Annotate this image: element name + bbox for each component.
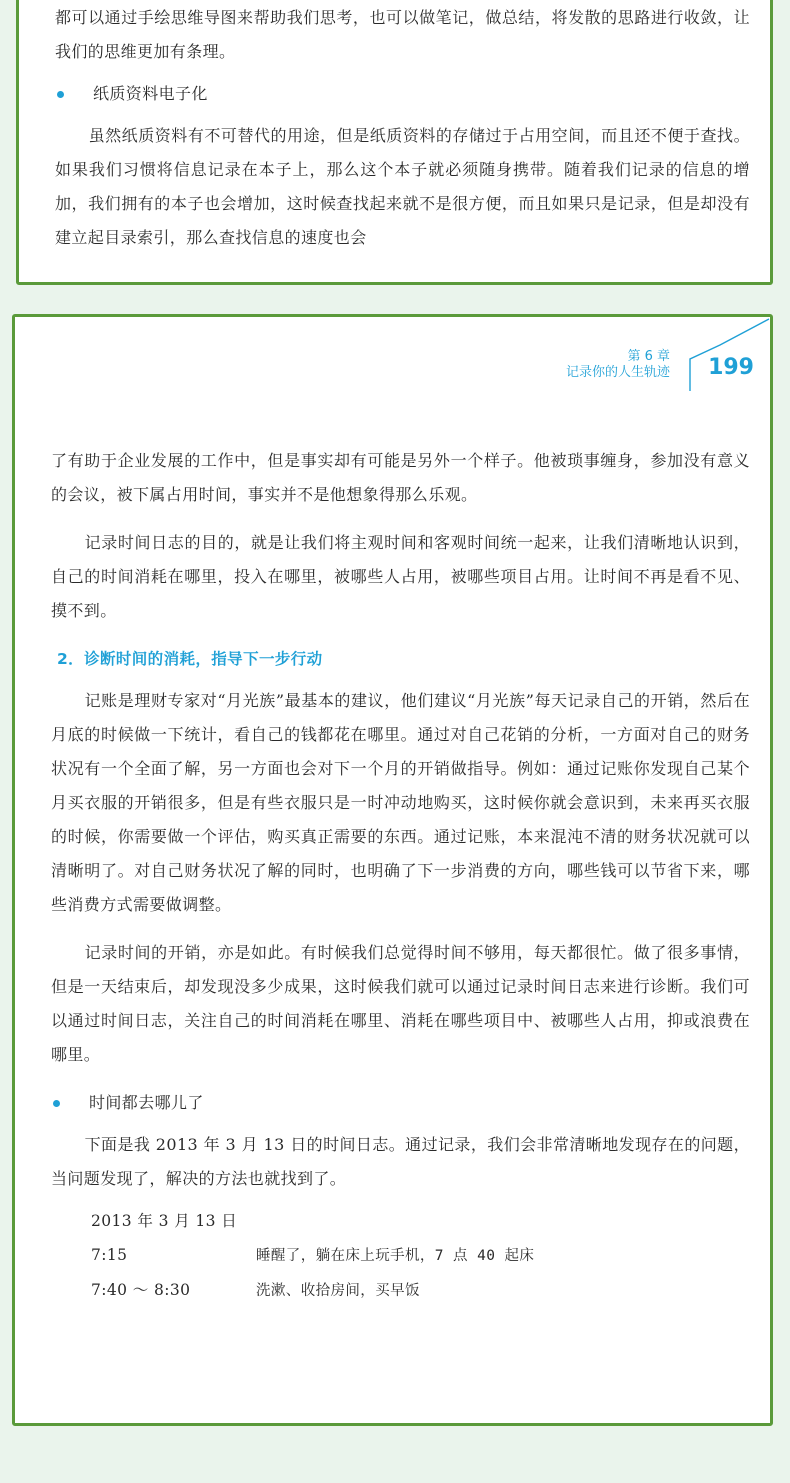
- main-page: [12, 314, 773, 1426]
- main-bullet-label: 时间都去哪儿了: [89, 1093, 204, 1112]
- top-page-text: [55, 1, 750, 255]
- paragraph-1: 了有助于企业发展的工作中，但是事实却有可能是另外一个样子。他被琐事缠身，参加没有意义的会议，被下属占用时间，事实并不是他想象得那么乐观。: [51, 451, 750, 504]
- bullet-icon: [57, 91, 64, 98]
- paragraph-2: 记录时间日志的目的，就是让我们将主观时间和客观时间统一起来，让我们清晰地认识到，自己的时间消耗在哪里，投入在哪里，被哪些人占用，被哪些项目占用。让时间不再是看不见、摸不到。: [51, 533, 750, 620]
- page-number: 199: [708, 355, 754, 380]
- top-paragraph: 虽然纸质资料有不可替代的用途，但是纸质资料的存储过于占用空间，而且还不便于查找。如果我们习惯将信息记录在本子上，那么这个本子就必须随身携带。随着我们记录的信息的增加，我们拥有的本子也会增加，这时候查找起来就不是很方便，而且如果只是记录，但是却没有建立起目录索引，那么查找信息的速度也会: [55, 126, 750, 247]
- chapter-number: 第 6 章: [627, 349, 670, 364]
- log-activity: 睡醒了，躺在床上玩手机，7 点 40 起床: [256, 1248, 535, 1264]
- bullet-icon: [53, 1100, 60, 1107]
- log-entry: [15, 1238, 750, 1273]
- paragraph-5: 下面是我 2013 年 3 月 13 日的时间日志。通过记录，我们会非常清晰地发现存在的问题，当问题发现了，解决的方法也就找到了。: [51, 1135, 750, 1188]
- top-paragraph-end: 都可以通过手绘思维导图来帮助我们思考，也可以做笔记，做总结，将发散的思路进行收敛，让我们的思维更加有条理。: [55, 8, 750, 61]
- top-page: [16, 0, 773, 285]
- log-time: 7:15: [91, 1246, 128, 1264]
- top-bullet-label: 纸质资料电子化: [93, 84, 208, 103]
- top-bullet: [19, 77, 750, 111]
- log-entry: [15, 1273, 750, 1308]
- log-date: [15, 1204, 750, 1238]
- chapter-title: 记录你的人生轨迹: [565, 365, 670, 380]
- log-date-text: 2013 年 3 月 13 日: [91, 1212, 238, 1230]
- log-time: 7:40 ～ 8:30: [91, 1281, 191, 1299]
- log-activity: 洗漱、收拾房间，买早饭: [256, 1283, 420, 1299]
- chapter-header: [566, 349, 670, 381]
- paragraph-4: 记录时间的开销，亦是如此。有时候我们总觉得时间不够用，每天都很忙。做了很多事情，但是一天结束后，却发现没多少成果，这时候我们就可以通过记录时间日志来进行诊断。我们可以通过时间日志，关注自己的时间消耗在哪里、消耗在哪些项目中、被哪些人占用，抑或浪费在哪里。: [51, 943, 750, 1064]
- main-bullet: [15, 1086, 750, 1120]
- paragraph-3: 记账是理财专家对“月光族”最基本的建议，他们建议“月光族”每天记录自己的开销，然后在月底的时候做一下统计，看自己的钱都花在哪里。通过对自己花销的分析，一方面对自己的财务状况有一个全面了解，另一方面也会对下一个月的开销做指导。例如：通过记账你发现自己某个月买衣服的开销很多，但是有些衣服只是一时冲动地购买，这时候你就会意识到，未来再买衣服的时候，你需要做一个评估，购买真正需要的东西。通过记账，本来混沌不清的财务状况就可以清晰明了。对自己财务状况了解的同时，也明确了下一步消费的方向，哪些钱可以节省下来，哪些消费方式需要做调整。: [51, 691, 750, 914]
- section-heading: 2．诊断时间的消耗，指导下一步行动: [57, 650, 323, 668]
- main-page-text: [51, 444, 750, 1308]
